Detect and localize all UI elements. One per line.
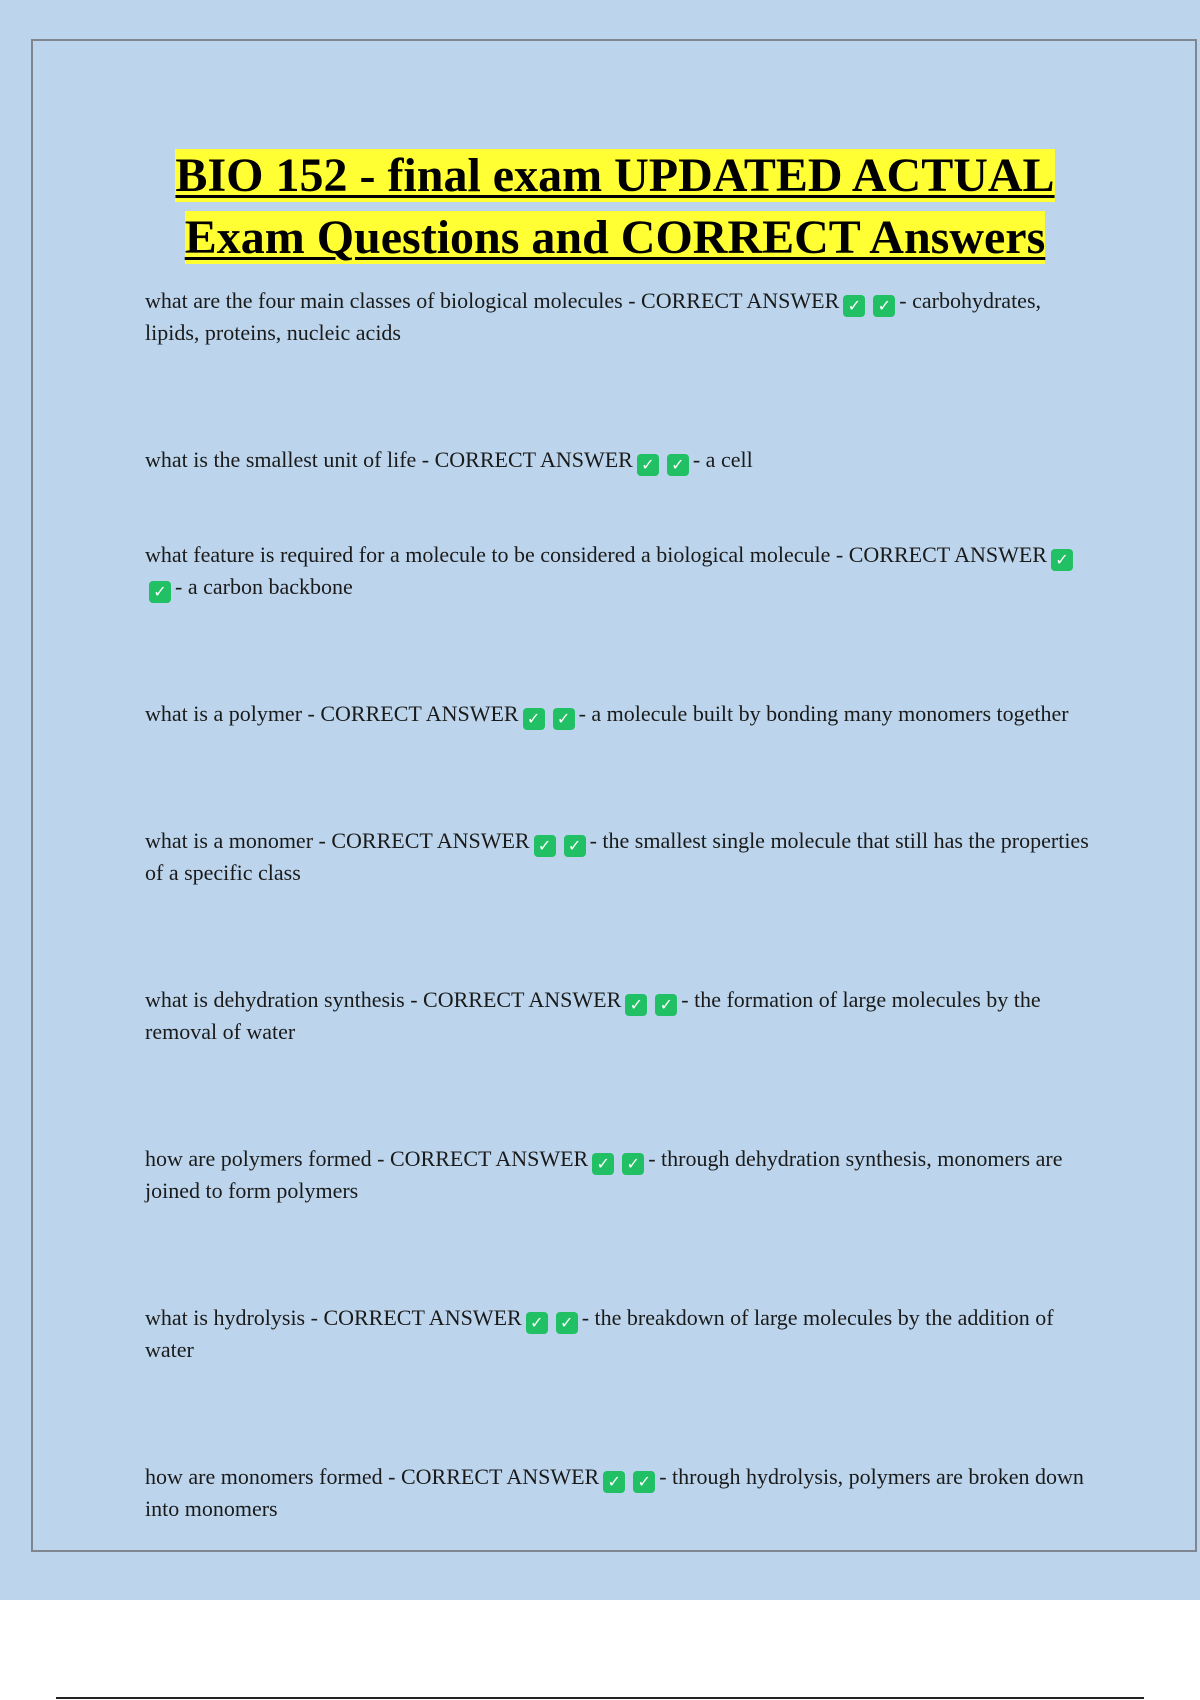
- check-icon: ✓: [553, 708, 575, 730]
- question-text: what are the four main classes of biological molecules: [145, 288, 623, 313]
- qa-item: [145, 698, 1095, 730]
- check-icon: ✓: [526, 1312, 548, 1334]
- footer-rule: [56, 1697, 1144, 1699]
- answer-text: - through hydrolysis, polymers are broken down into monomers: [145, 1464, 1084, 1521]
- qa-item: [145, 825, 1095, 889]
- answer-text: - the breakdown of large molecules by the addition of water: [145, 1305, 1054, 1362]
- check-icon: ✓: [622, 1153, 644, 1175]
- qa-list: [145, 285, 1095, 1620]
- question-text: what is a polymer: [145, 701, 303, 726]
- answer-text: - the smallest single molecule that still has the properties of a specific class: [145, 828, 1089, 885]
- check-icon: ✓: [592, 1153, 614, 1175]
- question-text: what is dehydration synthesis: [145, 987, 405, 1012]
- answer-text: - a cell: [692, 447, 753, 472]
- answer-tag: - CORRECT ANSWER: [628, 288, 840, 313]
- answer-tag: - CORRECT ANSWER: [310, 1305, 522, 1330]
- qa-item: [145, 984, 1095, 1048]
- check-icon: ✓: [637, 454, 659, 476]
- check-icon: ✓: [603, 1471, 625, 1493]
- title-line-2: Exam Questions and CORRECT Answers: [184, 211, 1046, 264]
- qa-item: [145, 1302, 1095, 1366]
- check-icon: ✓: [149, 581, 171, 603]
- question-text: how are monomers formed: [145, 1464, 383, 1489]
- check-icon: ✓: [625, 994, 647, 1016]
- question-text: what is the smallest unit of life: [145, 447, 417, 472]
- answer-tag: - CORRECT ANSWER: [307, 701, 519, 726]
- question-text: what is hydrolysis: [145, 1305, 306, 1330]
- check-icon: ✓: [873, 295, 895, 317]
- check-icon: ✓: [667, 454, 689, 476]
- qa-item: [145, 1461, 1095, 1525]
- qa-item: [145, 1143, 1095, 1207]
- qa-item: [145, 285, 1095, 349]
- answer-text: - a molecule built by bonding many monomers together: [578, 701, 1069, 726]
- check-icon: ✓: [633, 1471, 655, 1493]
- check-icon: ✓: [1051, 549, 1073, 571]
- answer-tag: - CORRECT ANSWER: [421, 447, 633, 472]
- check-icon: ✓: [843, 295, 865, 317]
- answer-tag: - CORRECT ANSWER: [410, 987, 622, 1012]
- answer-tag: - CORRECT ANSWER: [835, 542, 1047, 567]
- answer-text: - a carbon backbone: [175, 574, 353, 599]
- check-icon: ✓: [655, 994, 677, 1016]
- check-icon: ✓: [523, 708, 545, 730]
- check-icon: ✓: [534, 835, 556, 857]
- question-text: what is a monomer: [145, 828, 314, 853]
- check-icon: ✓: [564, 835, 586, 857]
- qa-item: [145, 539, 1095, 603]
- answer-text: - the formation of large molecules by the removal of water: [145, 987, 1041, 1044]
- check-icon: ✓: [556, 1312, 578, 1334]
- question-text: what feature is required for a molecule to be considered a biological molecule: [145, 542, 831, 567]
- document-title: [100, 145, 1130, 269]
- answer-text: - carbohydrates, lipids, proteins, nucleic acids: [145, 288, 1042, 345]
- answer-tag: - CORRECT ANSWER: [377, 1146, 589, 1171]
- answer-tag: - CORRECT ANSWER: [318, 828, 530, 853]
- answer-text: - through dehydration synthesis, monomers are joined to form polymers: [145, 1146, 1063, 1203]
- title-line-1: BIO 152 - final exam UPDATED ACTUAL: [175, 149, 1055, 202]
- question-text: how are polymers formed: [145, 1146, 372, 1171]
- qa-item: [145, 444, 1095, 476]
- answer-tag: - CORRECT ANSWER: [388, 1464, 600, 1489]
